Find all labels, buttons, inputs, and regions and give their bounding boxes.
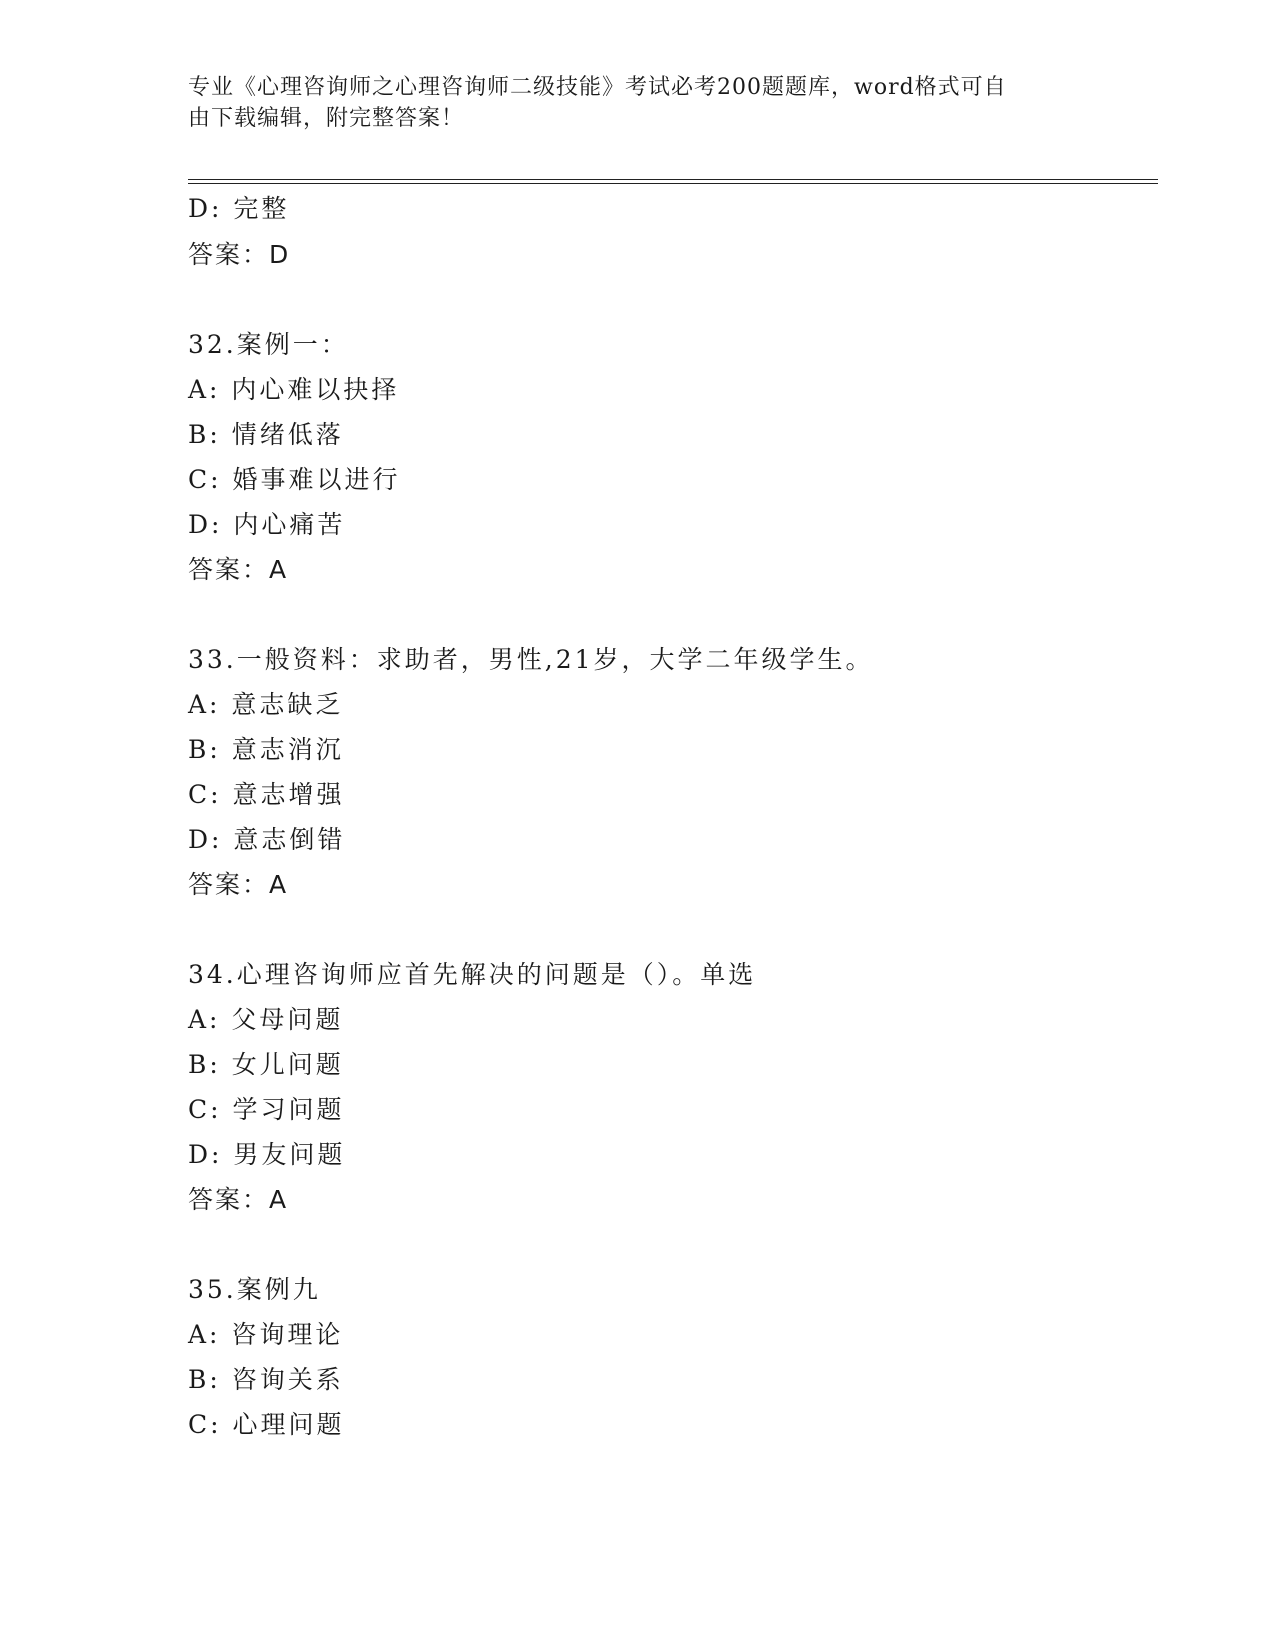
option-d: D: 完整 <box>188 194 290 223</box>
intro-line-2: 由下载编辑，附完整答案！ <box>188 106 465 131</box>
question-32: 32.案例一： <box>188 330 349 359</box>
option-c: C: 心理问题 <box>188 1410 345 1439</box>
question-35: 35.案例九 <box>188 1275 321 1304</box>
option-b: B: 女儿问题 <box>188 1050 344 1079</box>
option-b: B: 咨询关系 <box>188 1365 344 1394</box>
option-a: A: 意志缺乏 <box>188 690 344 719</box>
document-intro <box>188 72 1068 134</box>
answer-line: 答案：D <box>188 240 291 269</box>
answer-line: 答案：A <box>188 1185 289 1214</box>
option-d: D: 男友问题 <box>188 1140 346 1169</box>
answer-line: 答案：A <box>188 870 289 899</box>
option-c: C: 学习问题 <box>188 1095 345 1124</box>
option-c: C: 意志增强 <box>188 780 345 809</box>
option-a: A: 咨询理论 <box>188 1320 344 1349</box>
option-d: D: 意志倒错 <box>188 825 346 854</box>
option-c: C: 婚事难以进行 <box>188 465 401 494</box>
option-a: A: 父母问题 <box>188 1005 344 1034</box>
intro-line-1: 专业《心理咨询师之心理咨询师二级技能》考试必考200题题库，word格式可自 <box>188 75 1007 100</box>
option-d: D: 内心痛苦 <box>188 510 346 539</box>
question-33: 33.一般资料：求助者，男性,21岁，大学二年级学生。 <box>188 645 874 674</box>
header-divider-top <box>188 179 1158 180</box>
answer-line: 答案：A <box>188 555 289 584</box>
option-a: A: 内心难以抉择 <box>188 375 400 404</box>
option-b: B: 意志消沉 <box>188 735 344 764</box>
header-divider-bottom <box>188 183 1158 184</box>
question-34: 34.心理咨询师应首先解决的问题是（）。单选 <box>188 960 757 989</box>
option-b: B: 情绪低落 <box>188 420 344 449</box>
